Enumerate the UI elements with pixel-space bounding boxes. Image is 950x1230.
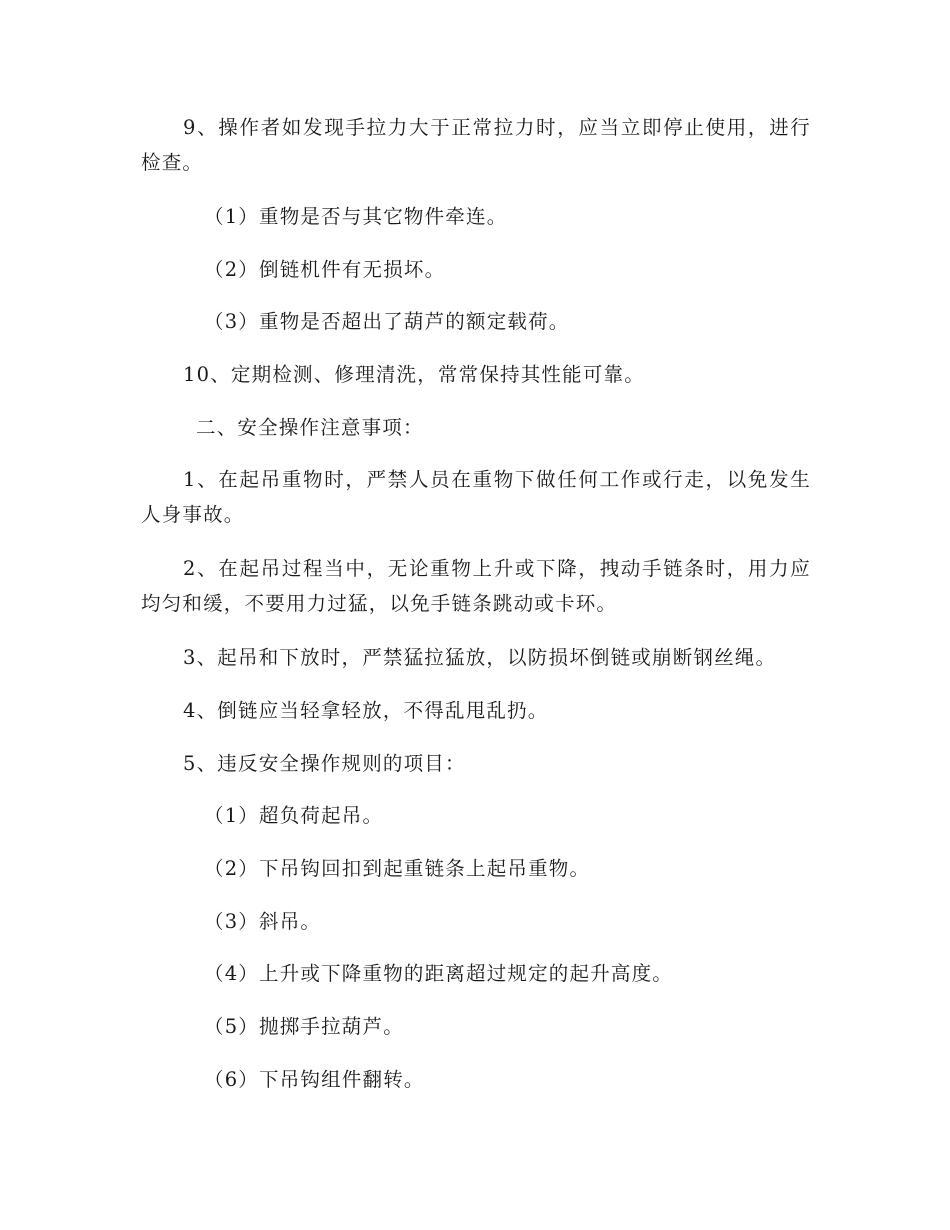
paragraph-safety-4: 4、倒链应当轻拿轻放，不得乱甩乱扔。 [183, 699, 549, 722]
paragraph-check-1: （1）重物是否与其它物件牵连。 [204, 205, 508, 228]
paragraph-safety-1: 1、在起吊重物时，严禁人员在重物下做任何工作或行走，以免发生人身事故。 [141, 468, 811, 526]
paragraph-safety-2: 2、在起吊过程当中，无论重物上升或下降，拽动手链条时，用力应均匀和缓，不要用力过猛，以免手链条跳动或卡环。 [141, 557, 811, 615]
paragraph-check-2: （2）倒链机件有无损坏。 [204, 258, 446, 281]
paragraph-violation-1: （1）超负荷起吊。 [204, 804, 384, 827]
paragraph-violation-2: （2）下吊钩回扣到起重链条上起吊重物。 [204, 857, 591, 880]
paragraph-violation-4: （4）上升或下降重物的距离超过规定的起升高度。 [204, 962, 674, 985]
paragraph-safety-5: 5、违反安全操作规则的项目： [183, 752, 466, 775]
paragraph-violation-6: （6）下吊钩组件翻转。 [204, 1068, 425, 1091]
paragraph-item-10: 10、定期检测、修理清洗，常常保持其性能可靠。 [183, 363, 645, 386]
paragraph-safety-3: 3、起吊和下放时，严禁猛拉猛放，以防损坏倒链或崩断钢丝绳。 [183, 646, 777, 669]
paragraph-check-3: （3）重物是否超出了葫芦的额定载荷。 [204, 310, 570, 333]
paragraph-violation-3: （3）斜吊。 [204, 910, 322, 933]
paragraph-item-9: 9、操作者如发现手拉力大于正常拉力时，应当立即停止使用，进行检查。 [141, 116, 811, 174]
paragraph-violation-5: （5）抛掷手拉葫芦。 [204, 1015, 404, 1038]
section-heading: 二、安全操作注意事项： [196, 416, 424, 439]
